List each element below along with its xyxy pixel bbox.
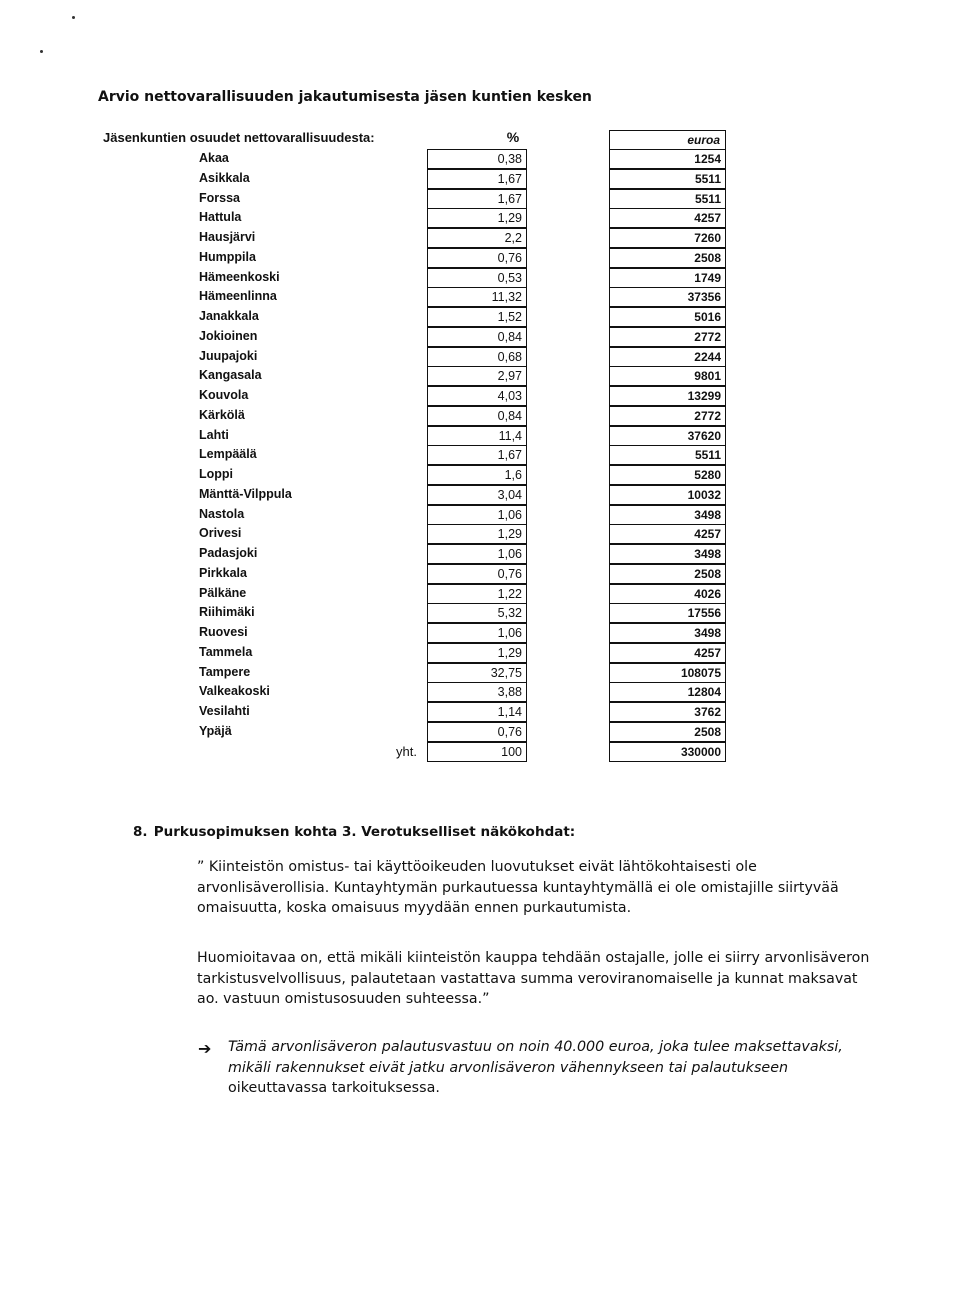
percent-cell: 0,76 — [427, 248, 527, 268]
euro-cell: 37620 — [609, 426, 726, 446]
euro-cell: 3498 — [609, 544, 726, 564]
table-row — [0, 702, 960, 722]
euro-cell: 3498 — [609, 623, 726, 643]
municipality-name: Ruovesi — [199, 625, 248, 639]
table-row — [0, 287, 960, 307]
note-text-plain: oikeuttavassa tarkoituksessa. — [228, 1080, 440, 1096]
percent-cell: 1,29 — [427, 524, 527, 544]
euro-cell: 2508 — [609, 722, 726, 742]
percent-cell: 2,97 — [427, 366, 527, 386]
total-euro-cell: 330000 — [609, 742, 726, 762]
euro-cell: 4257 — [609, 208, 726, 228]
section-number: 8. — [133, 824, 148, 840]
euro-cell: 2772 — [609, 406, 726, 426]
percent-cell: 32,75 — [427, 663, 527, 683]
percent-cell: 0,84 — [427, 327, 527, 347]
municipality-name: Loppi — [199, 467, 234, 481]
percent-cell: 1,29 — [427, 208, 527, 228]
euro-cell: 3762 — [609, 702, 726, 722]
euro-cell: 17556 — [609, 603, 726, 623]
total-label: yht. — [396, 743, 417, 759]
table-row — [0, 445, 960, 465]
municipality-name: Hausjärvi — [199, 230, 256, 244]
percent-cell: 1,06 — [427, 623, 527, 643]
percent-cell: 2,2 — [427, 228, 527, 248]
table-row — [0, 228, 960, 248]
municipality-name: Valkeakoski — [199, 684, 270, 699]
euro-cell: 4026 — [609, 584, 726, 604]
percent-cell: 0,76 — [427, 722, 527, 742]
table-row — [0, 682, 960, 702]
municipality-name: Vesilahti — [199, 704, 250, 718]
table-row — [0, 544, 960, 564]
municipality-name: Riihimäki — [199, 605, 255, 620]
quote-paragraph-2: Huomioitavaa on, että mikäli kiinteistön kauppa tehdään ostajalle, jolle ei siirry arvonlisäveron tarkistusvelvollisuus, palautetaan vastattava summa veroviranomaiselle ja kunnat maksavat ao. vastuun omistusosuuden suhteessa.” — [197, 950, 870, 1007]
percent-cell: 1,52 — [427, 307, 527, 327]
percent-cell: 11,32 — [427, 287, 527, 307]
euro-cell: 12804 — [609, 682, 726, 702]
municipality-name: Forssa — [199, 190, 240, 205]
euro-cell: 2508 — [609, 564, 726, 584]
right-arrow-icon: ➔ — [198, 1041, 212, 1058]
percent-cell: 0,68 — [427, 347, 527, 367]
municipality-name: Hämeenlinna — [199, 289, 277, 304]
percent-cell: 0,38 — [427, 149, 527, 169]
table-row — [0, 327, 960, 347]
euro-cell: 9801 — [609, 366, 726, 386]
euro-cell: 7260 — [609, 228, 726, 248]
percent-cell: 1,6 — [427, 465, 527, 485]
municipality-name: Nastola — [199, 506, 245, 521]
table-row — [0, 524, 960, 544]
table-row — [0, 169, 960, 189]
percent-column-header: % — [506, 129, 520, 145]
table-row — [0, 189, 960, 209]
total-percent-cell: 100 — [427, 742, 527, 762]
municipality-name: Pälkäne — [199, 585, 247, 600]
percent-cell: 1,22 — [427, 584, 527, 604]
euro-cell: 4257 — [609, 524, 726, 544]
municipality-name: Hämeenkoski — [199, 269, 280, 284]
note-paragraph — [228, 1037, 868, 1099]
table-row — [0, 208, 960, 228]
municipality-name: Orivesi — [199, 526, 242, 541]
table-row — [0, 366, 960, 386]
municipality-name: Asikkala — [199, 170, 250, 185]
municipality-name: Hattula — [199, 210, 242, 225]
total-row — [0, 742, 960, 762]
municipality-name: Lempäälä — [199, 447, 257, 462]
table-row — [0, 149, 960, 169]
table-row — [0, 584, 960, 604]
table-row — [0, 465, 960, 485]
euro-cell: 3498 — [609, 505, 726, 525]
municipality-name: Akaa — [199, 151, 229, 165]
percent-cell: 1,67 — [427, 169, 527, 189]
municipality-name: Kärkölä — [199, 407, 245, 422]
municipality-name: Kangasala — [199, 368, 262, 383]
table-row — [0, 564, 960, 584]
table-row — [0, 643, 960, 663]
euro-column-header: euroa — [609, 130, 726, 149]
table-row — [0, 722, 960, 742]
percent-cell: 1,29 — [427, 643, 527, 663]
quote-paragraph-1: ” Kiinteistön omistus- tai käyttöoikeuden luovutukset eivät lähtökohtaisesti ole arvonlisäverollisia. Kuntayhtymän purkautuessa kuntayhtymällä ei ole omistajille siirtyvää omaisuutta, koska omaisuus myydään ennen purkautumista. — [197, 859, 839, 916]
euro-cell: 5511 — [609, 445, 726, 465]
euro-cell: 108075 — [609, 663, 726, 683]
note-text-italic: Tämä arvonlisäveron palautusvastuu on noin 40.000 euroa, joka tulee maksettavaksi, mikäli rakennukset eivät jatku arvonlisäveron vähennykseen tai palautukseen — [228, 1039, 843, 1076]
page-title: Arvio nettovarallisuuden jakautumisesta jäsen kuntien kesken — [98, 89, 592, 105]
euro-cell: 5511 — [609, 189, 726, 209]
table-row — [0, 248, 960, 268]
percent-cell: 1,14 — [427, 702, 527, 722]
table-row — [0, 603, 960, 623]
percent-cell: 3,04 — [427, 485, 527, 505]
table-row — [0, 505, 960, 525]
euro-cell: 1254 — [609, 149, 726, 169]
scan-speck — [72, 16, 75, 19]
municipality-name: Lahti — [199, 427, 229, 442]
percent-cell: 4,03 — [427, 386, 527, 406]
euro-cell: 2508 — [609, 248, 726, 268]
table-row — [0, 426, 960, 446]
percent-cell: 1,06 — [427, 544, 527, 564]
percent-cell: 1,67 — [427, 189, 527, 209]
percent-cell: 0,53 — [427, 268, 527, 288]
euro-cell: 5511 — [609, 169, 726, 189]
municipality-name: Tammela — [199, 644, 253, 659]
percent-cell: 0,76 — [427, 564, 527, 584]
percent-cell: 3,88 — [427, 682, 527, 702]
euro-cell: 5280 — [609, 465, 726, 485]
euro-cell: 5016 — [609, 307, 726, 327]
section-title: Purkusopimuksen kohta 3. Verotukselliset näkökohdat: — [153, 824, 576, 840]
euro-cell: 37356 — [609, 287, 726, 307]
percent-cell: 1,06 — [427, 505, 527, 525]
table-row — [0, 307, 960, 327]
percent-cell: 5,32 — [427, 603, 527, 623]
percent-cell: 1,67 — [427, 445, 527, 465]
euro-cell: 1749 — [609, 268, 726, 288]
table-row — [0, 347, 960, 367]
municipality-name: Mänttä-Vilppula — [199, 486, 292, 501]
table-row — [0, 623, 960, 643]
municipality-name: Pirkkala — [199, 565, 247, 580]
scan-speck — [40, 50, 43, 53]
municipality-name: Tampere — [199, 664, 251, 679]
municipality-name: Jokioinen — [199, 328, 258, 343]
municipality-name: Juupajoki — [199, 348, 258, 363]
euro-cell: 2244 — [609, 347, 726, 367]
table-row — [0, 386, 960, 406]
table-row — [0, 663, 960, 683]
euro-cell: 2772 — [609, 327, 726, 347]
percent-cell: 0,84 — [427, 406, 527, 426]
euro-cell: 13299 — [609, 386, 726, 406]
percent-cell: 11,4 — [427, 426, 527, 446]
municipality-name: Janakkala — [199, 309, 259, 323]
table-row — [0, 485, 960, 505]
municipality-name: Kouvola — [199, 388, 249, 402]
municipality-name: Padasjoki — [199, 546, 258, 560]
euro-cell: 4257 — [609, 643, 726, 663]
table-heading: Jäsenkuntien osuudet nettovarallisuudesta: — [103, 130, 375, 145]
municipality-name: Humppila — [199, 249, 256, 264]
table-row — [0, 406, 960, 426]
municipality-name: Ypäjä — [199, 723, 232, 738]
section-heading — [133, 824, 575, 840]
table-row — [0, 268, 960, 288]
euro-cell: 10032 — [609, 485, 726, 505]
